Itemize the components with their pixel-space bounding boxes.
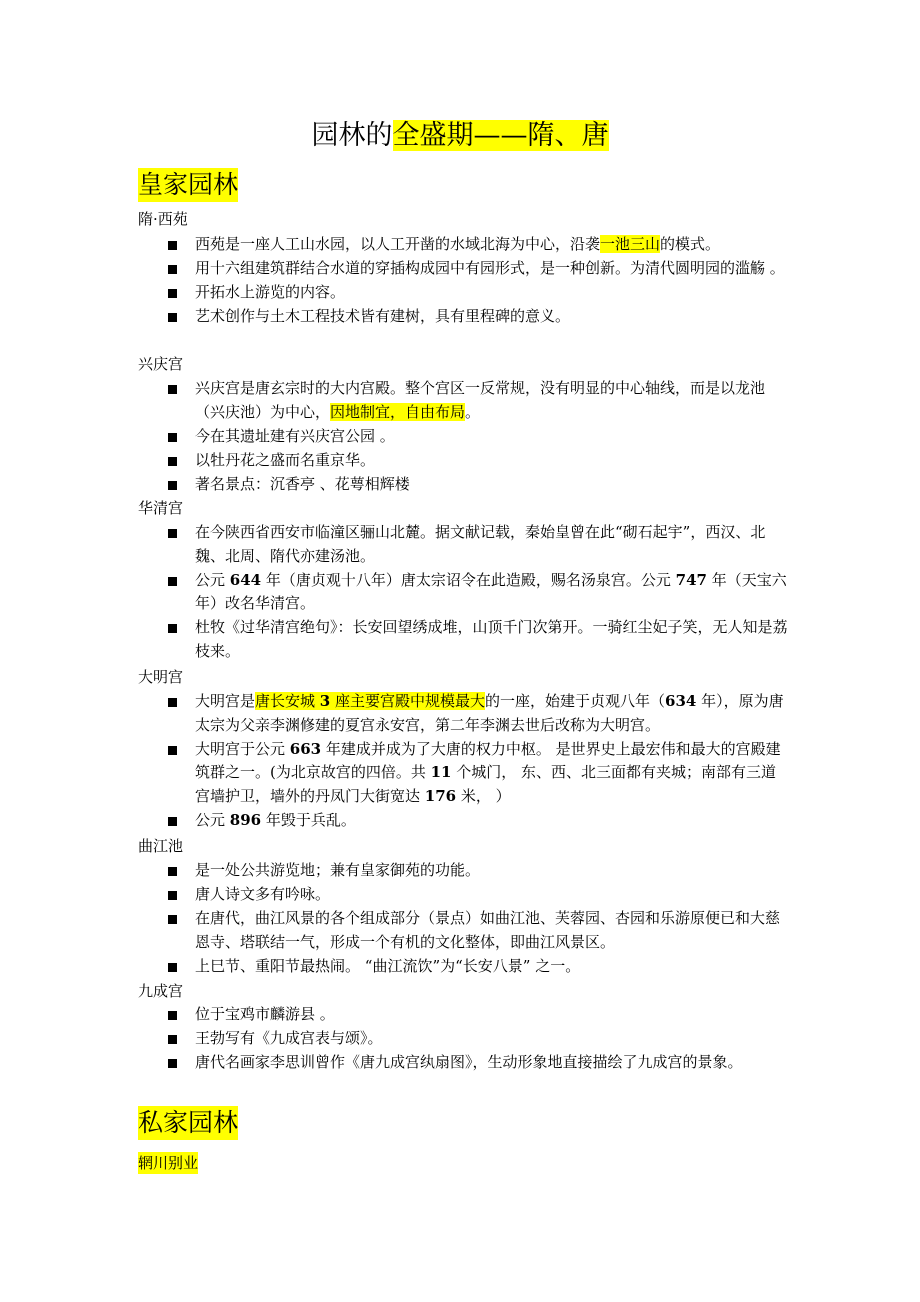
list-item: 在今陕西省西安市临潼区骊山北麓。据文献记载，秦始皇曾在此“砌石起宇”，西汉、北魏、北周、隋代亦建汤池。 — [138, 521, 788, 568]
bullet-icon — [168, 867, 177, 876]
list-xiyuan — [138, 233, 788, 329]
list-item: 在唐代，曲江风景的各个组成部分（景点）如曲江池、芙蓉园、杏园和乐游原便已和大慈恩寺、塔联结一气，形成一个有机的文化整体，即曲江风景区。 — [138, 907, 788, 954]
bullet-icon — [168, 963, 177, 972]
bullet-icon — [168, 1011, 177, 1020]
bullet-icon — [168, 577, 177, 586]
list-item: 大明宫是唐长安城 3 座主要宫殿中规模最大的一座，始建于贞观八年（634 年），原为唐太宗为父亲李渊修建的夏宫永安宫，第二年李渊去世后改称为大明宫。 — [138, 690, 788, 737]
title-prefix: 园林的 — [311, 120, 393, 151]
list-item: 兴庆宫是唐玄宗时的大内宫殿。整个宫区一反常规，没有明显的中心轴线，而是以龙池（兴庆池）为中心，因地制宜，自由布局。 — [138, 377, 788, 424]
list-item: 西苑是一座人工山水园，以人工开凿的水域北海为中心，沿袭一池三山的模式。 — [138, 233, 788, 257]
list-item: 位于宝鸡市麟游县 。 — [138, 1003, 788, 1027]
list-daming — [138, 690, 788, 833]
bullet-icon — [168, 817, 177, 826]
subheading-jiucheng: 九成宫 — [138, 982, 184, 1000]
list-item: 大明宫于公元 663 年建成并成为了大唐的权力中枢。 是世界史上最宏伟和最大的宫殿建筑群之一。(为北京故宫的四倍。共 11 个城门， 东、西、北三面都有夹城；南部有三道宫墙护卫，墙外的丹凤门大街宽达 176 米， ） — [138, 738, 788, 809]
bullet-icon — [168, 313, 177, 322]
bullet-icon — [168, 457, 177, 466]
highlight: 因地制宜，自由布局 — [330, 402, 466, 421]
list-huaqing — [138, 521, 788, 664]
list-item: 唐代名画家李思训曾作《唐九成宫纨扇图》，生动形象地直接描绘了九成宫的景象。 — [138, 1051, 788, 1075]
list-item: 王勃写有《九成宫表与颂》。 — [138, 1027, 788, 1051]
bullet-icon — [168, 529, 177, 538]
highlight: 一池三山 — [600, 235, 661, 253]
subheading-daming: 大明宫 — [138, 668, 184, 686]
bullet-icon — [168, 241, 177, 250]
bullet-icon — [168, 746, 177, 755]
list-item: 今在其遗址建有兴庆宫公园 。 — [138, 425, 788, 449]
bullet-icon — [168, 891, 177, 900]
subheading-xiyuan: 隋·西苑 — [138, 210, 188, 228]
bullet-icon — [168, 481, 177, 490]
bullet-icon — [168, 698, 177, 707]
bullet-icon — [168, 1059, 177, 1068]
list-jiucheng — [138, 1003, 788, 1075]
list-xingqing — [138, 377, 788, 497]
subheading-qujiang: 曲江池 — [138, 837, 184, 855]
list-item: 艺术创作与土木工程技术皆有建树，具有里程碑的意义。 — [138, 305, 788, 329]
page-title — [0, 118, 920, 154]
list-item: 是一处公共游览地；兼有皇家御苑的功能。 — [138, 859, 788, 883]
subheading-wangchuan: 辋川别业 — [138, 1154, 199, 1172]
list-item: 著名景点：沉香亭 、花萼相辉楼 — [138, 473, 788, 497]
subheading-huaqing: 华清宫 — [138, 499, 184, 517]
bullet-icon — [168, 433, 177, 442]
subheading-xingqing: 兴庆宫 — [138, 355, 184, 373]
bullet-icon — [168, 289, 177, 298]
list-qujiang — [138, 859, 788, 979]
section-heading-royal: 皇家园林 — [138, 168, 238, 202]
bullet-icon — [168, 915, 177, 924]
bullet-icon — [168, 1035, 177, 1044]
list-item: 开拓水上游览的内容。 — [138, 281, 788, 305]
list-item: 上巳节、重阳节最热闹。 “曲江流饮”为“长安八景” 之一。 — [138, 955, 788, 979]
list-item: 唐人诗文多有吟咏。 — [138, 883, 788, 907]
highlight: 唐长安城 3 座主要宫殿中规模最大 — [255, 692, 486, 710]
list-item: 用十六组建筑群结合水道的穿插构成园中有园形式，是一种创新。为清代圆明园的滥觞 。 — [138, 257, 788, 281]
list-item: 杜牧《过华清宫绝句》：长安回望绣成堆，山顶千门次第开。一骑红尘妃子笑，无人知是荔枝来。 — [138, 616, 788, 663]
section-heading-private: 私家园林 — [138, 1106, 238, 1140]
list-item: 公元 644 年（唐贞观十八年）唐太宗诏令在此造殿，赐名汤泉宫。公元 747 年（天宝六年）改名华清宫。 — [138, 569, 788, 616]
bullet-icon — [168, 385, 177, 394]
list-item: 以牡丹花之盛而名重京华。 — [138, 449, 788, 473]
bullet-icon — [168, 624, 177, 633]
title-highlight: 全盛期——隋、唐 — [392, 120, 609, 151]
bullet-icon — [168, 265, 177, 274]
list-item: 公元 896 年毁于兵乱。 — [138, 809, 788, 833]
